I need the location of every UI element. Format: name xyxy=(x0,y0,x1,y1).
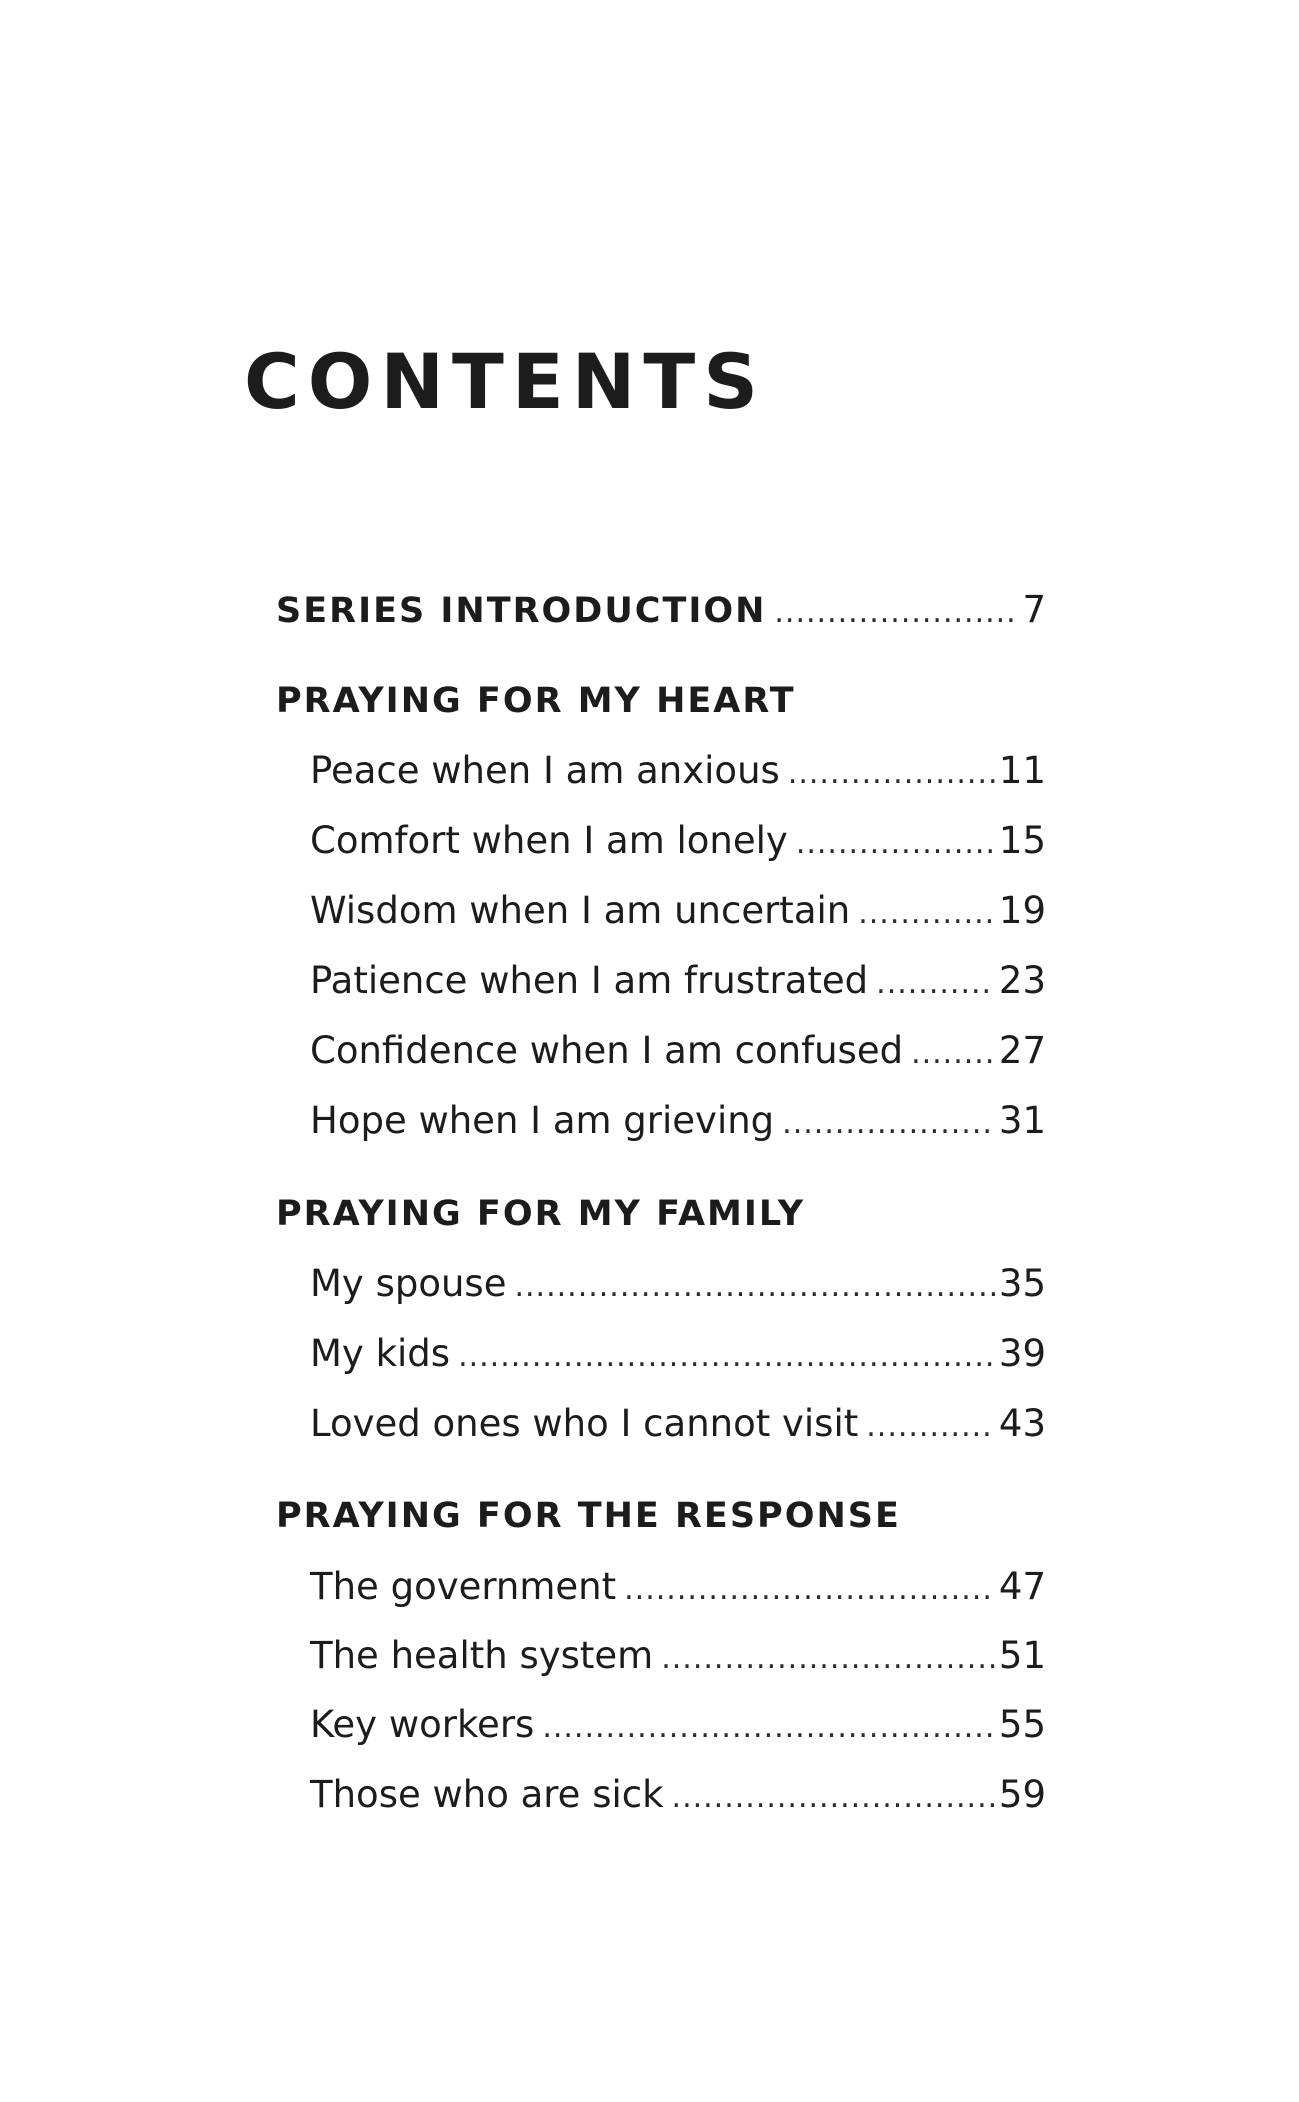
toc-page-number: 19 xyxy=(998,889,1046,932)
toc-entry-label: Comfort when I am lonely xyxy=(310,819,788,862)
dot-leader xyxy=(774,595,1018,630)
toc-section-heading-family xyxy=(276,1194,1046,1242)
toc-entry-label: Loved ones who I cannot visit xyxy=(310,1402,859,1445)
toc-page-number: 31 xyxy=(998,1099,1046,1142)
toc-section-heading-response xyxy=(276,1496,1046,1544)
toc-entry[interactable] xyxy=(310,1565,1046,1613)
toc-entry-label: Those who are sick xyxy=(310,1773,664,1816)
dot-leader xyxy=(458,1339,995,1374)
toc-page-number: 51 xyxy=(998,1634,1046,1677)
dot-leader xyxy=(782,1106,995,1141)
toc-page-number: 43 xyxy=(998,1402,1046,1445)
dot-leader xyxy=(866,1409,995,1444)
toc-entry-label: Key workers xyxy=(310,1703,535,1746)
toc-entry[interactable] xyxy=(310,1262,1046,1310)
section-heading: PRAYING FOR MY FAMILY xyxy=(276,1194,806,1234)
toc-entry-label: Patience when I am frustrated xyxy=(310,959,869,1002)
toc-entry-label: Confidence when I am confused xyxy=(310,1029,904,1072)
dot-leader xyxy=(624,1572,995,1607)
dot-leader xyxy=(514,1269,994,1304)
toc-entry[interactable] xyxy=(310,1332,1046,1380)
toc-entry[interactable] xyxy=(310,749,1046,797)
dot-leader xyxy=(796,826,995,861)
toc-page-number: 39 xyxy=(998,1332,1046,1375)
toc-entry[interactable] xyxy=(310,1634,1046,1682)
toc-entry-label: The health system xyxy=(310,1634,654,1677)
toc-page-number: 47 xyxy=(998,1565,1046,1608)
toc-page-number: 59 xyxy=(998,1773,1046,1816)
toc-entry-label: SERIES INTRODUCTION xyxy=(276,591,767,631)
toc-page-number: 55 xyxy=(998,1703,1046,1746)
toc-entry[interactable] xyxy=(310,889,1046,937)
toc-page-number: 27 xyxy=(998,1029,1046,1072)
toc-entry-label: My kids xyxy=(310,1332,451,1375)
toc-entry[interactable] xyxy=(310,1402,1046,1450)
toc-entry[interactable] xyxy=(310,1099,1046,1147)
toc-entry-label: Wisdom when I am uncertain xyxy=(310,889,851,932)
toc-entry-series-introduction[interactable] xyxy=(276,588,1046,636)
toc-entry-label: Hope when I am grieving xyxy=(310,1099,775,1142)
toc-entry-label: Peace when I am anxious xyxy=(310,749,780,792)
toc-entry-label: The government xyxy=(310,1565,617,1608)
dot-leader xyxy=(672,1780,995,1815)
toc-page-number: 11 xyxy=(998,749,1046,792)
toc-entry[interactable] xyxy=(310,819,1046,867)
toc-entry[interactable] xyxy=(310,1703,1046,1751)
toc-entry[interactable] xyxy=(310,959,1046,1007)
dot-leader xyxy=(911,1036,995,1071)
toc-page-number: 23 xyxy=(998,959,1046,1002)
section-heading: PRAYING FOR MY HEART xyxy=(276,681,796,721)
dot-leader xyxy=(661,1641,995,1676)
toc-page-number: 7 xyxy=(1022,588,1046,631)
toc-entry-label: My spouse xyxy=(310,1262,507,1305)
dot-leader xyxy=(542,1710,995,1745)
toc-page-number: 35 xyxy=(998,1262,1046,1305)
section-heading: PRAYING FOR THE RESPONSE xyxy=(276,1496,901,1536)
toc-entry[interactable] xyxy=(310,1029,1046,1077)
dot-leader xyxy=(876,966,995,1001)
toc-page-number: 15 xyxy=(998,819,1046,862)
dot-leader xyxy=(788,756,995,791)
toc-entry[interactable] xyxy=(310,1773,1046,1821)
page-title: CONTENTS xyxy=(244,337,766,426)
toc-section-heading-heart xyxy=(276,681,1046,729)
dot-leader xyxy=(858,896,995,931)
